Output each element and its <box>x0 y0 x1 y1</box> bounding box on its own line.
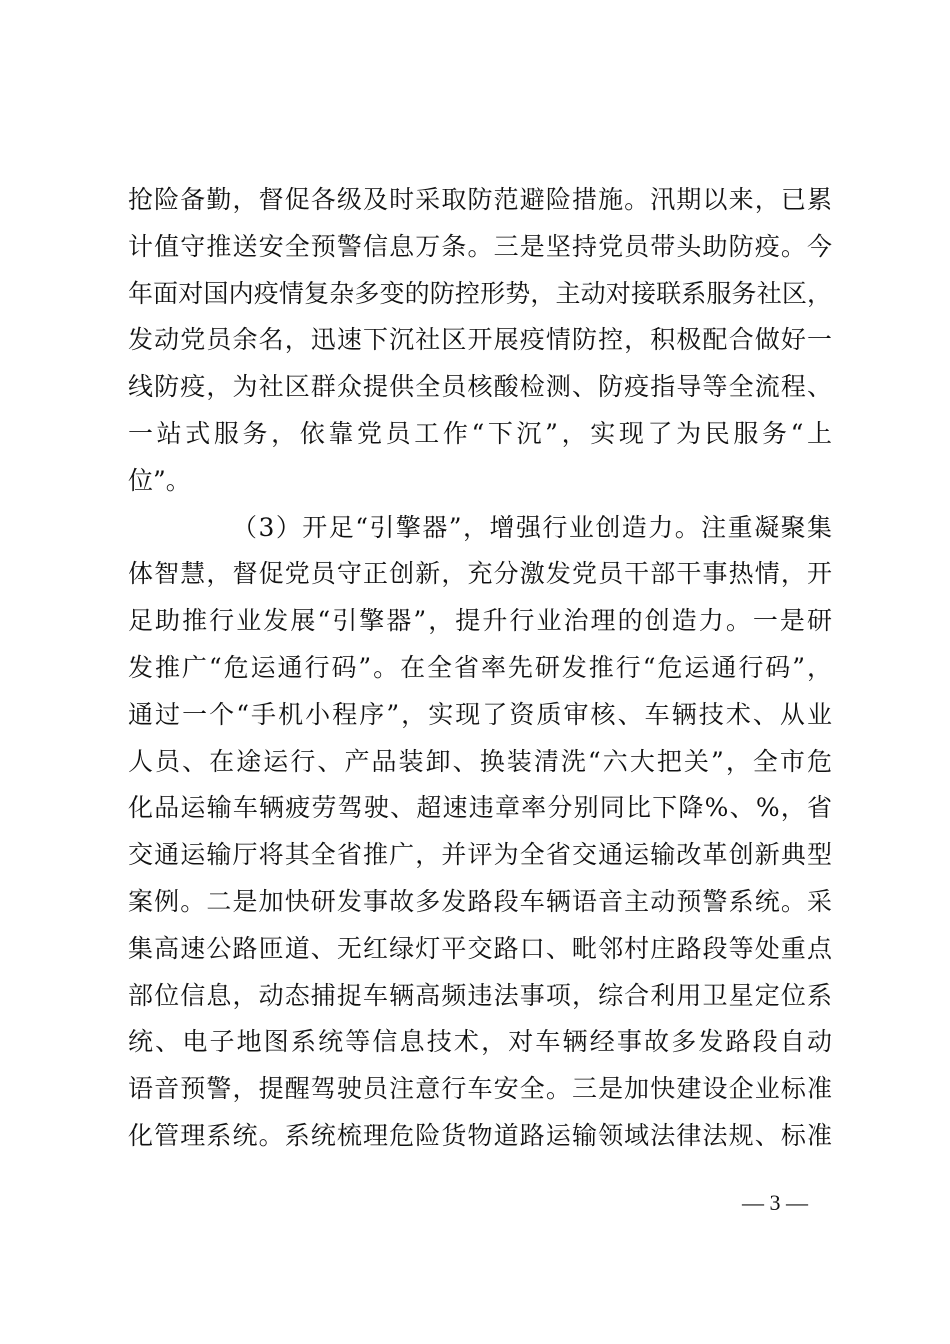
text-line: 人员、在途运行、产品装卸、换装清洗“六大把关”，全市危 <box>128 746 832 776</box>
paragraph-heading-line: （3）开足“引擎器”，增强行业创造力。注重凝聚集 <box>232 512 832 542</box>
text-line: 抢险备勤，督促各级及时采取防范避险措施。汛期以来，已累 <box>128 185 832 214</box>
text-line: 位”。 <box>128 465 191 495</box>
text-line: 计值守推送安全预警信息万条。三是坚持党员带头助防疫。今 <box>128 231 832 261</box>
text-line: 一站式服务，依靠党员工作“下沉”，实现了为民服务“上 <box>128 418 832 448</box>
text-line: 交通运输厅将其全省推广，并评为全省交通运输改革创新典型 <box>128 840 832 870</box>
text-line: 线防疫，为社区群众提供全员核酸检测、防疫指导等全流程、 <box>128 372 832 402</box>
text-line: 化管理系统。系统梳理危险货物道路运输领域法律法规、标准 <box>128 1120 832 1150</box>
text-line: 发推广“危运通行码”。在全省率先研发推行“危运通行码”， <box>128 652 832 682</box>
page-number: — 3 — <box>742 1190 808 1215</box>
paragraph-2 <box>128 505 832 1160</box>
text-line: 足助推行业发展“引擎器”，提升行业治理的创造力。一是研 <box>128 606 832 636</box>
text-line: 部位信息，动态捕捉车辆高频违法事项，综合利用卫星定位系 <box>128 980 832 1010</box>
text-line: 语音预警，提醒驾驶员注意行车安全。三是加快建设企业标准 <box>128 1074 832 1104</box>
text-line: 化品运输车辆疲劳驾驶、超速违章率分别同比下降%、%，省 <box>128 793 832 823</box>
text-line: 体智慧，督促党员守正创新，充分激发党员干部干事热情，开 <box>128 559 832 589</box>
text-line: 发动党员余名，迅速下沉社区开展疫情防控，积极配合做好一 <box>128 325 832 355</box>
paragraph-1 <box>128 177 832 505</box>
text-line: 通过一个“手机小程序”，实现了资质审核、车辆技术、从业 <box>128 699 832 729</box>
text-line: 统、电子地图系统等信息技术，对车辆经事故多发路段自动 <box>128 1027 832 1057</box>
text-line: 年面对国内疫情复杂多变的防控形势，主动对接联系服务社区， <box>128 278 832 308</box>
text-line: 集高速公路匝道、无红绿灯平交路口、毗邻村庄路段等处重点 <box>128 933 832 963</box>
body-text <box>128 177 832 1160</box>
text-line: 案例。二是加快研发事故多发路段车辆语音主动预警系统。采 <box>128 886 832 916</box>
